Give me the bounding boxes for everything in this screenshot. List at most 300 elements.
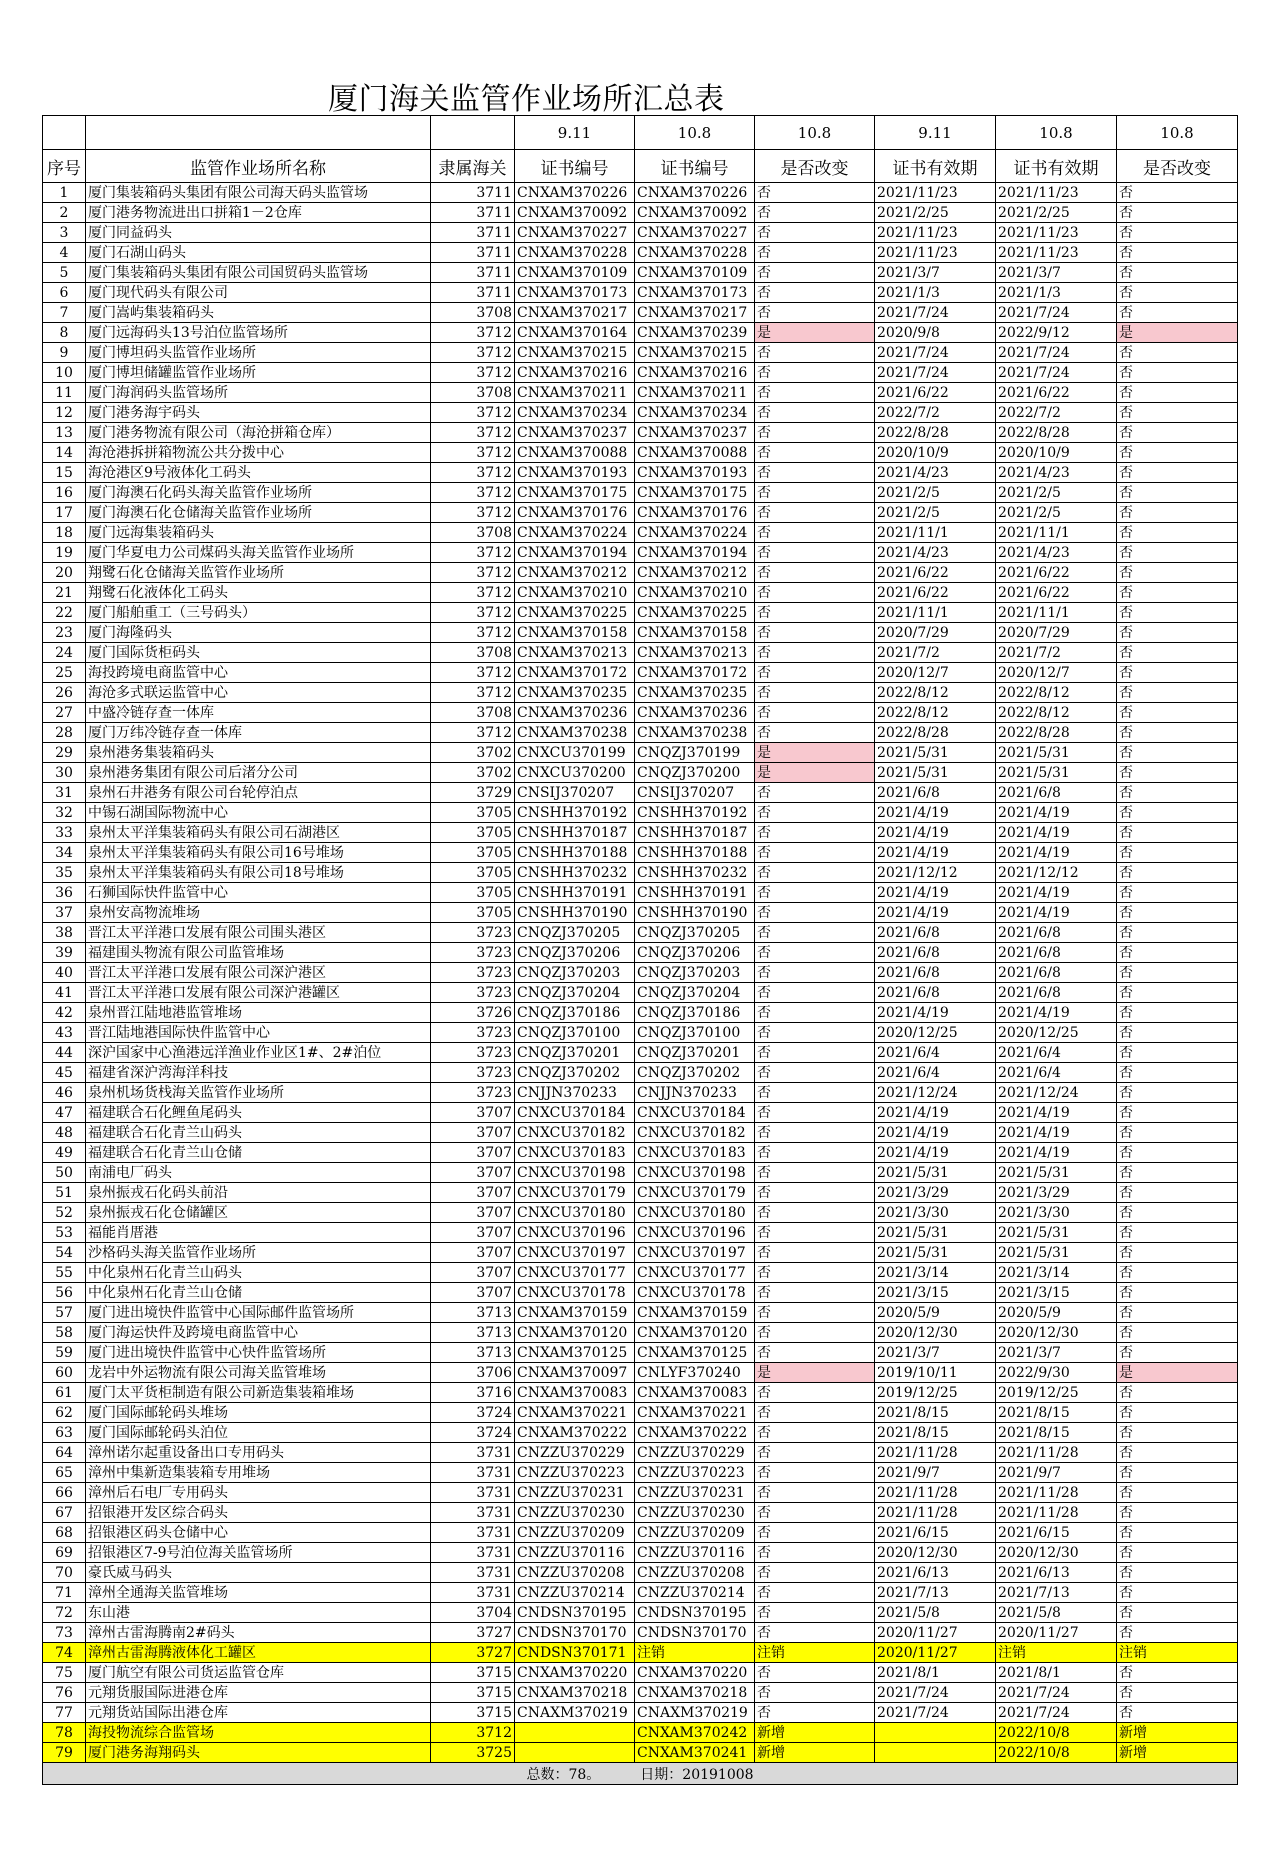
cert-no-new-cell: CNXCU370180: [635, 1203, 755, 1223]
changed-valid-cell: 否: [1117, 1383, 1238, 1403]
changed-cell: 否: [755, 383, 875, 403]
valid-old-cell: 2021/7/24: [875, 343, 996, 363]
changed-cell: 否: [755, 223, 875, 243]
site-name-cell: 中化泉州石化青兰山仓储: [86, 1283, 431, 1303]
seq-cell: 42: [43, 1003, 86, 1023]
site-name-cell: 漳州全通海关监管堆场: [86, 1583, 431, 1603]
valid-new-cell: 2022/10/8: [996, 1743, 1117, 1763]
site-name-cell: 厦门海润码头监管场所: [86, 383, 431, 403]
cert-no-old-cell: CNXAM370092: [515, 203, 635, 223]
changed-cell: 否: [755, 1143, 875, 1163]
valid-old-cell: 2021/4/19: [875, 1103, 996, 1123]
changed-cell: 否: [755, 1243, 875, 1263]
changed-cell: 否: [755, 483, 875, 503]
cert-no-new-cell: CNZZU370230: [635, 1503, 755, 1523]
site-name-cell: 海沧港拆拼箱物流公共分拨中心: [86, 443, 431, 463]
customs-cell: 3731: [431, 1543, 515, 1563]
customs-cell: 3708: [431, 643, 515, 663]
site-name-cell: 南浦电厂码头: [86, 1163, 431, 1183]
site-name-cell: 晋江太平洋港口发展有限公司深沪港罐区: [86, 983, 431, 1003]
changed-cell: 新增: [755, 1743, 875, 1763]
valid-old-cell: 2021/11/28: [875, 1503, 996, 1523]
seq-cell: 18: [43, 523, 86, 543]
customs-cell: 3712: [431, 323, 515, 343]
header-date-cell: 10.8: [755, 116, 875, 150]
valid-old-cell: [875, 1743, 996, 1763]
valid-old-cell: 2021/3/30: [875, 1203, 996, 1223]
valid-new-cell: 2021/4/19: [996, 1103, 1117, 1123]
seq-cell: 7: [43, 303, 86, 323]
table-row: [43, 763, 1238, 783]
table-row: [43, 363, 1238, 383]
changed-valid-cell: 否: [1117, 843, 1238, 863]
cert-no-new-cell: CNXAM370217: [635, 303, 755, 323]
valid-old-cell: 2022/8/12: [875, 683, 996, 703]
changed-valid-cell: 否: [1117, 1423, 1238, 1443]
valid-old-cell: 2022/8/28: [875, 723, 996, 743]
cert-no-new-cell: CNZZU370208: [635, 1563, 755, 1583]
customs-cell: 3711: [431, 183, 515, 203]
seq-cell: 56: [43, 1283, 86, 1303]
report-date: 日期：20191008: [640, 1766, 754, 1783]
changed-cell: 否: [755, 1663, 875, 1683]
site-name-cell: 漳州诺尔起重设备出口专用码头: [86, 1443, 431, 1463]
seq-cell: 55: [43, 1263, 86, 1283]
site-name-cell: 漳州古雷海腾南2#码头: [86, 1623, 431, 1643]
cert-no-old-cell: CNQZJ370206: [515, 943, 635, 963]
cert-no-old-cell: CNXCU370183: [515, 1143, 635, 1163]
header-date-cell: [86, 116, 431, 150]
cert-no-new-cell: CNXCU370177: [635, 1263, 755, 1283]
site-name-cell: 厦门港务物流进出口拼箱1－2仓库: [86, 203, 431, 223]
changed-cell: 否: [755, 543, 875, 563]
site-name-cell: 厦门万纬冷链存查一体库: [86, 723, 431, 743]
cert-no-new-cell: CNQZJ370200: [635, 763, 755, 783]
cert-no-new-cell: CNXAM370228: [635, 243, 755, 263]
valid-old-cell: 2021/7/24: [875, 363, 996, 383]
valid-old-cell: 2021/4/19: [875, 823, 996, 843]
seq-cell: 17: [43, 503, 86, 523]
valid-old-cell: 2021/6/15: [875, 1523, 996, 1543]
changed-valid-cell: 否: [1117, 1203, 1238, 1223]
changed-cell: 是: [755, 1363, 875, 1383]
changed-cell: 否: [755, 1283, 875, 1303]
changed-valid-cell: 否: [1117, 423, 1238, 443]
seq-cell: 70: [43, 1563, 86, 1583]
valid-old-cell: 2021/11/28: [875, 1443, 996, 1463]
cert-no-old-cell: CNQZJ370203: [515, 963, 635, 983]
valid-new-cell: 2021/7/24: [996, 363, 1117, 383]
valid-old-cell: 2021/7/24: [875, 1703, 996, 1723]
valid-new-cell: 2021/2/5: [996, 483, 1117, 503]
site-name-cell: 厦门航空有限公司货运监管仓库: [86, 1663, 431, 1683]
valid-new-cell: 2021/6/8: [996, 983, 1117, 1003]
changed-cell: 否: [755, 1683, 875, 1703]
seq-cell: 60: [43, 1363, 86, 1383]
cert-no-new-cell: CNXAM370159: [635, 1303, 755, 1323]
changed-valid-cell: 否: [1117, 583, 1238, 603]
cert-no-old-cell: CNXAM370176: [515, 503, 635, 523]
cert-no-new-cell: CNXCU370182: [635, 1123, 755, 1143]
cert-no-new-cell: CNXAM370215: [635, 343, 755, 363]
table-row: [43, 1303, 1238, 1323]
changed-valid-cell: 否: [1117, 1663, 1238, 1683]
table-row: [43, 543, 1238, 563]
valid-old-cell: 2020/12/25: [875, 1023, 996, 1043]
changed-cell: 否: [755, 663, 875, 683]
changed-cell: 否: [755, 823, 875, 843]
site-name-cell: 泉州安高物流堆场: [86, 903, 431, 923]
cert-no-old-cell: CNXAM370173: [515, 283, 635, 303]
cert-no-new-cell: CNXAM370236: [635, 703, 755, 723]
seq-cell: 41: [43, 983, 86, 1003]
changed-valid-cell: 否: [1117, 1343, 1238, 1363]
table-row: [43, 1663, 1238, 1683]
column-header: 是否改变: [1117, 150, 1238, 183]
customs-cell: 3712: [431, 463, 515, 483]
cert-no-old-cell: [515, 1743, 635, 1763]
cert-no-new-cell: CNZZU370209: [635, 1523, 755, 1543]
changed-valid-cell: 否: [1117, 923, 1238, 943]
cert-no-new-cell: CNXAM370226: [635, 183, 755, 203]
site-name-cell: 福能肖厝港: [86, 1223, 431, 1243]
site-name-cell: 翔鹭石化仓储海关监管作业场所: [86, 563, 431, 583]
changed-cell: 否: [755, 1443, 875, 1463]
changed-cell: 否: [755, 523, 875, 543]
total-cell: [43, 1763, 1238, 1785]
valid-new-cell: 2021/3/29: [996, 1183, 1117, 1203]
customs-cell: 3731: [431, 1483, 515, 1503]
changed-valid-cell: 否: [1117, 603, 1238, 623]
seq-cell: 38: [43, 923, 86, 943]
table-row: [43, 423, 1238, 443]
cert-no-old-cell: CNXAM370228: [515, 243, 635, 263]
seq-cell: 69: [43, 1543, 86, 1563]
site-name-cell: 泉州太平洋集装箱码头有限公司16号堆场: [86, 843, 431, 863]
customs-cell: 3713: [431, 1323, 515, 1343]
changed-cell: 否: [755, 283, 875, 303]
cert-no-old-cell: CNXAM370120: [515, 1323, 635, 1343]
valid-new-cell: 2020/5/9: [996, 1303, 1117, 1323]
site-name-cell: 晋江太平洋港口发展有限公司围头港区: [86, 923, 431, 943]
seq-cell: 76: [43, 1683, 86, 1703]
changed-valid-cell: 否: [1117, 703, 1238, 723]
site-name-cell: 福建联合石化鲤鱼尾码头: [86, 1103, 431, 1123]
cert-no-old-cell: CNAXM370219: [515, 1703, 635, 1723]
cert-no-old-cell: CNDSN370171: [515, 1643, 635, 1663]
seq-cell: 46: [43, 1083, 86, 1103]
changed-valid-cell: 否: [1117, 263, 1238, 283]
table-row: [43, 1543, 1238, 1563]
changed-valid-cell: 否: [1117, 1063, 1238, 1083]
cert-no-old-cell: CNXAM370211: [515, 383, 635, 403]
cert-no-new-cell: CNXAM370227: [635, 223, 755, 243]
cert-no-new-cell: CNQZJ370206: [635, 943, 755, 963]
table-row: [43, 1723, 1238, 1743]
changed-cell: 否: [755, 723, 875, 743]
changed-cell: 否: [755, 1403, 875, 1423]
table-row: [43, 823, 1238, 843]
cert-no-old-cell: CNXCU370178: [515, 1283, 635, 1303]
valid-old-cell: 2022/8/28: [875, 423, 996, 443]
cert-no-new-cell: CNXAM370092: [635, 203, 755, 223]
cert-no-new-cell: CNJJN370233: [635, 1083, 755, 1103]
seq-cell: 57: [43, 1303, 86, 1323]
customs-cell: 3715: [431, 1703, 515, 1723]
valid-old-cell: 2021/8/15: [875, 1423, 996, 1443]
table-row: [43, 1383, 1238, 1403]
changed-valid-cell: 否: [1117, 1623, 1238, 1643]
valid-new-cell: 2021/12/12: [996, 863, 1117, 883]
valid-new-cell: 2021/11/23: [996, 223, 1117, 243]
valid-new-cell: 2021/2/25: [996, 203, 1117, 223]
cert-no-old-cell: CNZZU370214: [515, 1583, 635, 1603]
valid-old-cell: 2021/2/5: [875, 503, 996, 523]
cert-no-new-cell: CNXAM370088: [635, 443, 755, 463]
cert-no-new-cell: CNZZU370231: [635, 1483, 755, 1503]
valid-old-cell: 2021/12/12: [875, 863, 996, 883]
cert-no-old-cell: CNXAM370210: [515, 583, 635, 603]
seq-cell: 51: [43, 1183, 86, 1203]
changed-cell: 否: [755, 983, 875, 1003]
cert-no-old-cell: CNXAM370097: [515, 1363, 635, 1383]
valid-new-cell: 2021/9/7: [996, 1463, 1117, 1483]
changed-valid-cell: 否: [1117, 743, 1238, 763]
changed-cell: 否: [755, 943, 875, 963]
table-row: [43, 1703, 1238, 1723]
seq-cell: 47: [43, 1103, 86, 1123]
cert-no-new-cell: CNQZJ370201: [635, 1043, 755, 1063]
changed-valid-cell: 否: [1117, 1323, 1238, 1343]
seq-cell: 72: [43, 1603, 86, 1623]
customs-cell: 3707: [431, 1143, 515, 1163]
seq-cell: 15: [43, 463, 86, 483]
valid-old-cell: 2021/4/23: [875, 463, 996, 483]
cert-no-old-cell: CNQZJ370100: [515, 1023, 635, 1043]
customs-cell: 3723: [431, 943, 515, 963]
customs-cell: 3729: [431, 783, 515, 803]
valid-old-cell: 2021/6/22: [875, 583, 996, 603]
customs-cell: 3708: [431, 383, 515, 403]
changed-valid-cell: 否: [1117, 683, 1238, 703]
site-name-cell: 厦门进出境快件监管中心快件监管场所: [86, 1343, 431, 1363]
cert-no-new-cell: CNZZU370223: [635, 1463, 755, 1483]
changed-valid-cell: 否: [1117, 1303, 1238, 1323]
changed-valid-cell: 新增: [1117, 1743, 1238, 1763]
table-row: [43, 563, 1238, 583]
changed-valid-cell: 否: [1117, 1463, 1238, 1483]
table-row: [43, 203, 1238, 223]
table-row: [43, 643, 1238, 663]
valid-old-cell: 2021/6/4: [875, 1063, 996, 1083]
page-title: 厦门海关监管作业场所汇总表: [328, 82, 725, 117]
cert-no-old-cell: CNXAM370221: [515, 1403, 635, 1423]
changed-cell: 新增: [755, 1723, 875, 1743]
seq-cell: 22: [43, 603, 86, 623]
cert-no-new-cell: CNXCU370197: [635, 1243, 755, 1263]
table-row: [43, 923, 1238, 943]
valid-new-cell: 2021/7/24: [996, 1703, 1117, 1723]
valid-new-cell: 2021/1/3: [996, 283, 1117, 303]
changed-valid-cell: 否: [1117, 783, 1238, 803]
customs-cell: 3708: [431, 303, 515, 323]
header-date-cell: 10.8: [1117, 116, 1238, 150]
customs-cell: 3707: [431, 1263, 515, 1283]
site-name-cell: 海沧多式联运监管中心: [86, 683, 431, 703]
customs-cell: 3705: [431, 823, 515, 843]
table-row: [43, 483, 1238, 503]
seq-cell: 48: [43, 1123, 86, 1143]
seq-cell: 23: [43, 623, 86, 643]
valid-old-cell: 2021/6/8: [875, 963, 996, 983]
valid-old-cell: [875, 1723, 996, 1743]
valid-new-cell: 2021/8/15: [996, 1403, 1117, 1423]
seq-cell: 12: [43, 403, 86, 423]
changed-cell: 否: [755, 563, 875, 583]
customs-cell: 3705: [431, 843, 515, 863]
customs-cell: 3707: [431, 1243, 515, 1263]
table-row: [43, 1623, 1238, 1643]
valid-new-cell: 2021/8/1: [996, 1663, 1117, 1683]
cert-no-old-cell: CNJJN370233: [515, 1083, 635, 1103]
valid-old-cell: 2021/4/19: [875, 883, 996, 903]
cert-no-old-cell: CNSHH370188: [515, 843, 635, 863]
customs-cell: 3705: [431, 803, 515, 823]
cert-no-new-cell: CNXAM370109: [635, 263, 755, 283]
seq-cell: 68: [43, 1523, 86, 1543]
table-row: [43, 383, 1238, 403]
cert-no-new-cell: CNXCU370196: [635, 1223, 755, 1243]
cert-no-old-cell: [515, 1723, 635, 1743]
valid-new-cell: 2021/11/23: [996, 183, 1117, 203]
customs-cell: 3723: [431, 1083, 515, 1103]
valid-new-cell: 2021/12/24: [996, 1083, 1117, 1103]
changed-valid-cell: 否: [1117, 1143, 1238, 1163]
site-name-cell: 招银港开发区综合码头: [86, 1503, 431, 1523]
table-row: [43, 703, 1238, 723]
seq-cell: 2: [43, 203, 86, 223]
header-date-cell: [43, 116, 86, 150]
table-row: [43, 1363, 1238, 1383]
table-row: [43, 403, 1238, 423]
cert-no-old-cell: CNQZJ370202: [515, 1063, 635, 1083]
cert-no-new-cell: CNXAM370176: [635, 503, 755, 523]
table-row: [43, 723, 1238, 743]
cert-no-old-cell: CNXAM370235: [515, 683, 635, 703]
customs-cell: 3712: [431, 403, 515, 423]
valid-new-cell: 2021/4/19: [996, 883, 1117, 903]
customs-cell: 3723: [431, 1023, 515, 1043]
site-name-cell: 厦门博坦储罐监管作业场所: [86, 363, 431, 383]
seq-cell: 16: [43, 483, 86, 503]
cert-no-old-cell: CNSIJ370207: [515, 783, 635, 803]
table-row: [43, 523, 1238, 543]
valid-old-cell: 2019/10/11: [875, 1363, 996, 1383]
site-name-cell: 厦门嵩屿集装箱码头: [86, 303, 431, 323]
cert-no-old-cell: CNXAM370215: [515, 343, 635, 363]
changed-valid-cell: 否: [1117, 623, 1238, 643]
changed-valid-cell: 否: [1117, 1183, 1238, 1203]
changed-valid-cell: 否: [1117, 663, 1238, 683]
cert-no-new-cell: CNLYF370240: [635, 1363, 755, 1383]
valid-new-cell: 2021/5/31: [996, 1163, 1117, 1183]
table-row: [43, 603, 1238, 623]
cert-no-new-cell: CNQZJ370205: [635, 923, 755, 943]
changed-valid-cell: 否: [1117, 343, 1238, 363]
cert-no-new-cell: CNQZJ370204: [635, 983, 755, 1003]
changed-valid-cell: 否: [1117, 1683, 1238, 1703]
cert-no-old-cell: CNSHH370187: [515, 823, 635, 843]
site-name-cell: 福建围头物流有限公司监管堆场: [86, 943, 431, 963]
customs-cell: 3715: [431, 1683, 515, 1703]
cert-no-old-cell: CNXCU370200: [515, 763, 635, 783]
customs-cell: 3712: [431, 563, 515, 583]
changed-valid-cell: 否: [1117, 443, 1238, 463]
table-row: [43, 943, 1238, 963]
site-name-cell: 招银港区码头仓储中心: [86, 1523, 431, 1543]
table-row: [43, 1103, 1238, 1123]
site-name-cell: 厦门远海集装箱码头: [86, 523, 431, 543]
valid-new-cell: 2020/10/9: [996, 443, 1117, 463]
cert-no-old-cell: CNXAM370217: [515, 303, 635, 323]
table-row: [43, 503, 1238, 523]
changed-valid-cell: 否: [1117, 763, 1238, 783]
seq-cell: 25: [43, 663, 86, 683]
table-row: [43, 1683, 1238, 1703]
valid-old-cell: 2021/11/1: [875, 603, 996, 623]
changed-cell: 否: [755, 1523, 875, 1543]
site-name-cell: 泉州港务集团有限公司后渚分公司: [86, 763, 431, 783]
cert-no-new-cell: CNSIJ370207: [635, 783, 755, 803]
valid-new-cell: 2021/7/2: [996, 643, 1117, 663]
cert-no-old-cell: CNXAM370193: [515, 463, 635, 483]
valid-new-cell: 2021/11/28: [996, 1443, 1117, 1463]
seq-cell: 63: [43, 1423, 86, 1443]
valid-old-cell: 2021/4/19: [875, 1003, 996, 1023]
cert-no-old-cell: CNXAM370194: [515, 543, 635, 563]
valid-new-cell: 2021/8/15: [996, 1423, 1117, 1443]
changed-cell: 否: [755, 503, 875, 523]
valid-new-cell: 2021/7/24: [996, 303, 1117, 323]
table-row: [43, 1283, 1238, 1303]
table-row: [43, 243, 1238, 263]
seq-cell: 79: [43, 1743, 86, 1763]
changed-valid-cell: 否: [1117, 1103, 1238, 1123]
changed-valid-cell: 否: [1117, 1003, 1238, 1023]
valid-new-cell: 2021/11/1: [996, 523, 1117, 543]
seq-cell: 28: [43, 723, 86, 743]
site-name-cell: 福建省深沪湾海洋科技: [86, 1063, 431, 1083]
cert-no-new-cell: CNXAM370216: [635, 363, 755, 383]
table-row: [43, 343, 1238, 363]
table-row: [43, 1243, 1238, 1263]
changed-cell: 否: [755, 1223, 875, 1243]
site-name-cell: 东山港: [86, 1603, 431, 1623]
seq-cell: 31: [43, 783, 86, 803]
changed-cell: 否: [755, 1703, 875, 1723]
cert-no-old-cell: CNXAM370237: [515, 423, 635, 443]
valid-new-cell: 2022/8/12: [996, 683, 1117, 703]
valid-old-cell: 2020/12/30: [875, 1543, 996, 1563]
header-date-cell: [431, 116, 515, 150]
changed-cell: 否: [755, 923, 875, 943]
table-row: [43, 1063, 1238, 1083]
cert-no-old-cell: CNXCU370198: [515, 1163, 635, 1183]
cert-no-old-cell: CNXCU370180: [515, 1203, 635, 1223]
valid-old-cell: 2020/11/27: [875, 1623, 996, 1643]
cert-no-new-cell: CNXAM370225: [635, 603, 755, 623]
site-name-cell: 厦门港务海宇码头: [86, 403, 431, 423]
